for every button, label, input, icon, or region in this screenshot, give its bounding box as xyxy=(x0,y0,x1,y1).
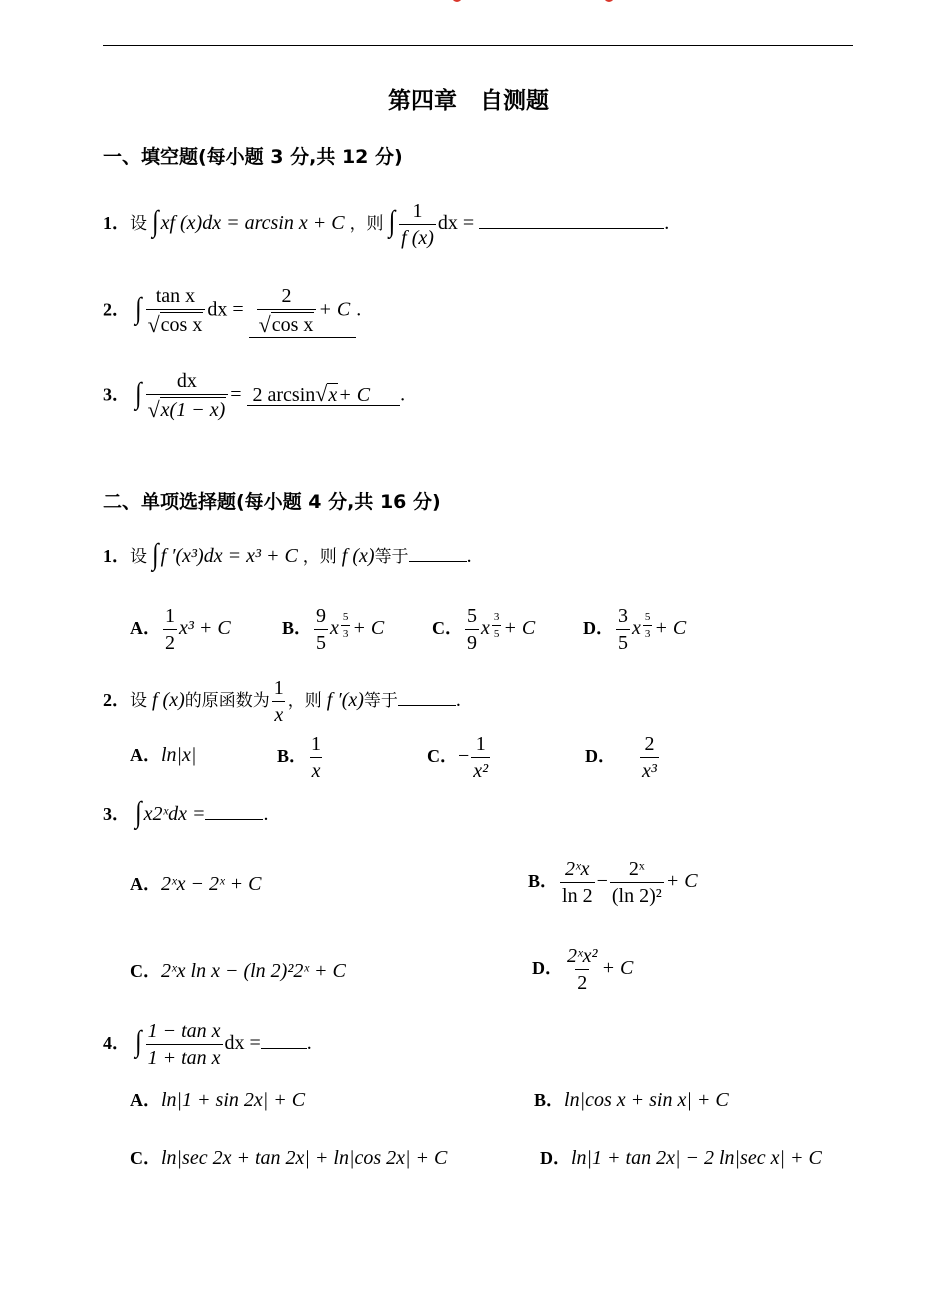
option-label: D． xyxy=(532,958,563,979)
integral-sign: ∫ xyxy=(388,205,396,239)
integral-sign: ∫ xyxy=(135,377,142,410)
answer-filled: 2 √ cos x + C xyxy=(249,285,357,338)
option-label: B． xyxy=(277,746,308,767)
fraction: dx √ x(1 − x) xyxy=(146,370,229,422)
answer-blank xyxy=(398,705,456,706)
answer-blank xyxy=(409,561,467,562)
option-c: C．− $\frac{1}{\text{x²}}$ xyxy=(427,733,489,782)
question-2-2: 2．设 f (x)的原函数为 $\frac{1}{x}$ ，则 f ′(x)等于 . xyxy=(103,677,461,726)
section-heading-fill-in: 一、填空题(每小题 3 分,共 12 分) xyxy=(103,146,403,168)
integral-sign: ∫ xyxy=(135,796,142,830)
question-number: 4． xyxy=(103,1033,130,1054)
header-rule xyxy=(103,45,853,46)
question-number: 2． xyxy=(103,690,130,711)
question-2-3: 3． ∫ x2ˣdx = . xyxy=(103,796,269,830)
integral-sign: ∫ xyxy=(135,1025,142,1059)
option-d: D． $\frac{\text{2ˣx²}}{2}$ + C xyxy=(532,945,634,994)
question-number: 3． xyxy=(103,804,130,824)
option-c: C．ln|sec 2x + tan 2x| + ln|cos 2x| + C xyxy=(130,1147,448,1169)
question-1-3: 3． ∫ dx √ x(1 − x) = 2 arcsin √ x + C . xyxy=(103,370,406,422)
answer-filled: 2 arcsin √ x + C xyxy=(247,383,401,406)
question-number: 2． xyxy=(103,299,130,320)
option-a: A． $\frac{1}{2}$ x³ + C xyxy=(130,605,231,654)
option-label: D． xyxy=(540,1148,571,1168)
question-number: 1． xyxy=(103,213,130,234)
question-2-1: 1．设 ∫ f ′(x³)dx = x³ + C ，则 f (x)等于 . xyxy=(103,538,472,572)
option-a: A．2ˣx − 2ˣ + C xyxy=(130,873,262,895)
option-a: A．ln|x| xyxy=(130,744,197,766)
option-c: C． $\frac{5}{9}$ x $\frac{3}{5}$ + C xyxy=(432,605,536,654)
question-number: 3． xyxy=(103,384,130,405)
option-label: B． xyxy=(534,1090,565,1110)
option-label: C． xyxy=(432,618,463,639)
option-label: B． xyxy=(282,618,313,639)
top-decoration xyxy=(604,0,614,2)
option-a: A．ln|1 + sin 2x| + C xyxy=(130,1089,306,1111)
option-label: A． xyxy=(130,874,161,894)
option-label: A． xyxy=(130,1090,161,1110)
integral-sign: ∫ xyxy=(152,538,159,572)
option-b: B． $\frac{1}{x}$ xyxy=(277,733,322,782)
answer-blank xyxy=(205,819,263,820)
answer-blank xyxy=(479,228,664,229)
option-d: D． $\frac{2}{\text{x³}}$ xyxy=(585,733,657,782)
option-label: A． xyxy=(130,618,161,639)
fraction: $\frac{1}{f (x)}$ xyxy=(401,200,434,249)
question-1-1: 1．设 ∫ xf (x)dx = arcsin x + C ，则 ∫ $\frac{1}{f (x)}$ dx = . xyxy=(103,200,670,249)
option-label: C． xyxy=(427,746,458,767)
option-label: D． xyxy=(583,618,614,639)
option-label: B． xyxy=(528,871,559,892)
option-c: C．2ˣx ln x − (ln 2)²2ˣ + C xyxy=(130,960,346,982)
option-d: D．ln|1 + tan 2x| − 2 ln|sec x| + C xyxy=(540,1147,822,1169)
section-heading-multiple-choice: 二、单项选择题(每小题 4 分,共 16 分) xyxy=(103,491,441,513)
integral-sign: ∫ xyxy=(152,205,159,239)
question-1-2: 2． ∫ tan x √ cos x dx = 2 √ cos x + C . xyxy=(103,285,362,337)
integral-sign: ∫ xyxy=(135,292,142,325)
option-label: C． xyxy=(130,1148,161,1168)
option-label: A． xyxy=(130,745,161,765)
question-number: 1． xyxy=(103,546,130,566)
option-label: C． xyxy=(130,961,161,981)
option-label: D． xyxy=(585,746,616,767)
option-b: B． $\frac{9}{5}$ x $\frac{5}{3}$ + C xyxy=(282,605,385,654)
option-b: B．ln|cos x + sin x| + C xyxy=(534,1089,729,1111)
option-b: B． $\frac{\text{2ˣx}}{\ln 2}$ − $\frac{\text{2ˣ}}{\text{(ln 2)²}}$ + C xyxy=(528,858,698,907)
fraction: tan x √ cos x xyxy=(146,285,206,337)
option-d: D． $\frac{3}{5}$ x $\frac{5}{3}$ + C xyxy=(583,605,687,654)
top-decoration xyxy=(452,0,462,2)
page-title: 第四章 自测题 xyxy=(388,88,549,114)
answer-blank xyxy=(261,1048,307,1049)
question-2-4: 4． ∫ $\frac{\text{1 − tan x}}{\text{1 + tan x}}$ dx = . xyxy=(103,1020,312,1069)
